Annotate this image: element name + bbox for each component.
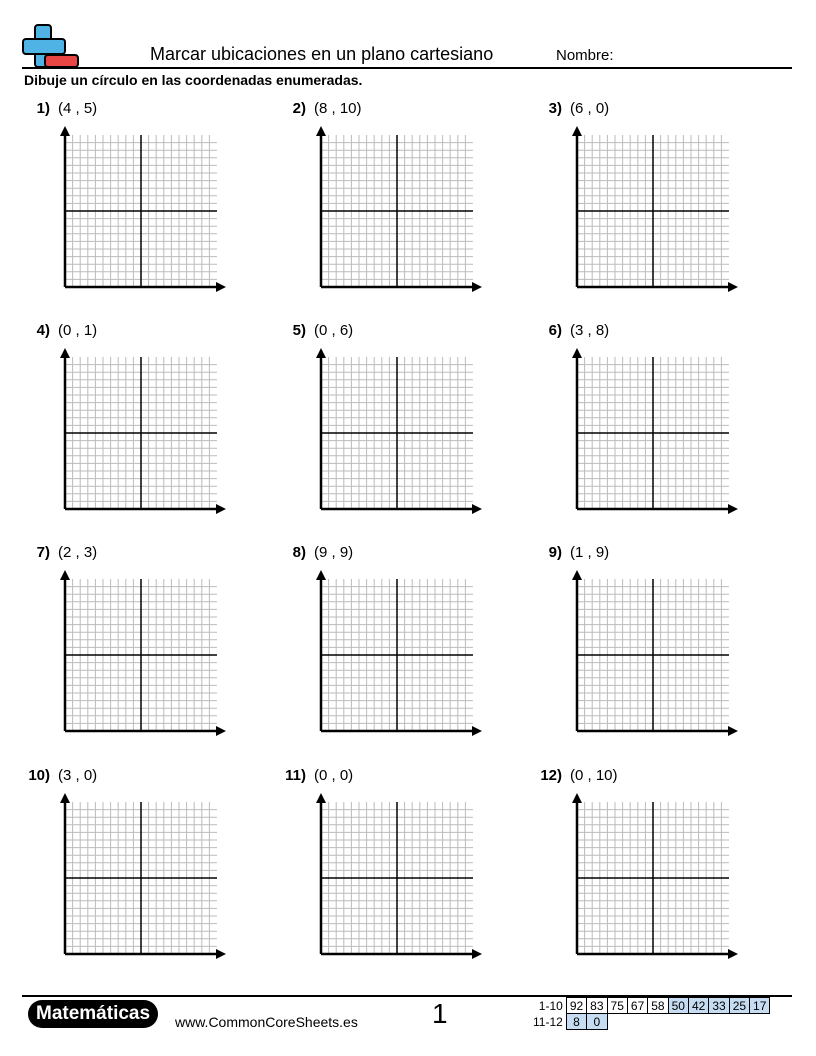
problem-number: 12) xyxy=(540,767,562,784)
instructions: Dibuje un círculo en las coordenadas enumeradas. xyxy=(24,72,363,88)
coordinate-pair: (0 , 10) xyxy=(570,767,618,784)
coordinate-grid[interactable] xyxy=(24,348,234,524)
coordinate-grid[interactable] xyxy=(536,126,746,302)
problem-number: 8) xyxy=(292,544,306,561)
problem-4 xyxy=(24,322,264,522)
answer-key-score: 50 xyxy=(668,998,688,1014)
answer-key-score: 83 xyxy=(587,998,607,1014)
problem-number: 11) xyxy=(285,767,306,784)
x-axis-arrow-icon xyxy=(728,504,738,514)
y-axis-arrow-icon xyxy=(572,126,582,136)
problem-label xyxy=(536,322,609,339)
x-axis-arrow-icon xyxy=(216,504,226,514)
coordinate-grid[interactable] xyxy=(24,570,234,746)
answer-key-score: 25 xyxy=(729,998,749,1014)
x-axis-arrow-icon xyxy=(472,504,482,514)
logo-icon xyxy=(22,24,80,68)
y-axis-arrow-icon xyxy=(572,348,582,358)
coordinate-pair: (4 , 5) xyxy=(58,100,98,117)
coordinate-pair: (2 , 3) xyxy=(58,544,98,561)
x-axis-arrow-icon xyxy=(472,726,482,736)
y-axis-arrow-icon xyxy=(60,126,70,136)
problem-6 xyxy=(536,322,776,522)
answer-key-range: 1-10 xyxy=(538,998,563,1013)
y-axis-arrow-icon xyxy=(316,126,326,136)
y-axis-arrow-icon xyxy=(316,570,326,580)
answer-key-score: 75 xyxy=(607,998,627,1014)
problem-7 xyxy=(24,544,264,744)
y-axis-arrow-icon xyxy=(572,793,582,803)
y-axis-arrow-icon xyxy=(60,793,70,803)
problem-number: 6) xyxy=(548,322,562,339)
answer-key-score: 67 xyxy=(627,998,647,1014)
y-axis-arrow-icon xyxy=(316,348,326,358)
problem-10 xyxy=(24,767,264,967)
x-axis-arrow-icon xyxy=(472,949,482,959)
header-divider xyxy=(22,67,792,69)
y-axis-arrow-icon xyxy=(572,570,582,580)
problem-label xyxy=(536,767,618,784)
coordinate-grid[interactable] xyxy=(536,570,746,746)
problem-9 xyxy=(536,544,776,744)
problem-11 xyxy=(280,767,520,967)
site-url: www.CommonCoreSheets.es xyxy=(175,1014,358,1030)
problem-label xyxy=(24,767,97,784)
answer-key-score: 33 xyxy=(709,998,729,1014)
problem-label xyxy=(280,767,353,784)
answer-key-row xyxy=(530,998,770,1014)
y-axis-arrow-icon xyxy=(60,348,70,358)
problem-number: 9) xyxy=(548,544,562,561)
coordinate-pair: (9 , 9) xyxy=(314,544,354,561)
coordinate-pair: (0 , 1) xyxy=(58,322,98,339)
problem-number: 10) xyxy=(28,767,50,784)
answer-key-score: 8 xyxy=(566,1014,586,1030)
problem-number: 5) xyxy=(292,322,306,339)
problem-label xyxy=(536,100,609,117)
coordinate-grid[interactable] xyxy=(24,793,234,969)
problem-8 xyxy=(280,544,520,744)
problem-label xyxy=(24,322,97,339)
answer-key-row xyxy=(530,1014,770,1030)
coordinate-pair: (6 , 0) xyxy=(570,100,610,117)
coordinate-pair: (0 , 6) xyxy=(314,322,354,339)
name-label: Nombre: xyxy=(556,47,614,64)
problem-5 xyxy=(280,322,520,522)
answer-key-range: 11-12 xyxy=(533,1014,563,1029)
answer-key-score: 42 xyxy=(688,998,708,1014)
x-axis-arrow-icon xyxy=(216,282,226,292)
problem-number: 3) xyxy=(548,100,562,117)
x-axis-arrow-icon xyxy=(728,726,738,736)
coordinate-pair: (3 , 8) xyxy=(570,322,610,339)
x-axis-arrow-icon xyxy=(216,726,226,736)
coordinate-grid[interactable] xyxy=(536,793,746,969)
coordinate-grid[interactable] xyxy=(536,348,746,524)
y-axis-arrow-icon xyxy=(60,570,70,580)
problem-label xyxy=(24,100,97,117)
answer-key-score: 58 xyxy=(648,998,668,1014)
problem-number: 7) xyxy=(36,544,50,561)
problem-number: 4) xyxy=(36,322,50,339)
coordinate-pair: (1 , 9) xyxy=(570,544,610,561)
answer-key-score: 17 xyxy=(750,998,770,1014)
coordinate-grid[interactable] xyxy=(24,126,234,302)
problem-label xyxy=(280,100,362,117)
x-axis-arrow-icon xyxy=(728,949,738,959)
problem-3 xyxy=(536,100,776,300)
answer-key-score: 92 xyxy=(566,998,586,1014)
coordinate-grid[interactable] xyxy=(280,126,490,302)
problem-1 xyxy=(24,100,264,300)
answer-key-score: 0 xyxy=(587,1014,607,1030)
page-title: Marcar ubicaciones en un plano cartesiano xyxy=(150,44,494,64)
problem-number: 2) xyxy=(292,100,306,117)
problem-label xyxy=(280,544,353,561)
x-axis-arrow-icon xyxy=(728,282,738,292)
answer-key-table xyxy=(530,997,770,1030)
problem-label xyxy=(536,544,609,561)
brand-badge: Matemáticas xyxy=(28,1000,158,1028)
coordinate-pair: (0 , 0) xyxy=(314,767,354,784)
x-axis-arrow-icon xyxy=(472,282,482,292)
coordinate-grid[interactable] xyxy=(280,348,490,524)
coordinate-pair: (3 , 0) xyxy=(58,767,98,784)
problem-label xyxy=(24,544,97,561)
problem-12 xyxy=(536,767,776,967)
coordinate-pair: (8 , 10) xyxy=(314,100,362,117)
coordinate-grid[interactable] xyxy=(280,570,490,746)
problem-2 xyxy=(280,100,520,300)
x-axis-arrow-icon xyxy=(216,949,226,959)
y-axis-arrow-icon xyxy=(316,793,326,803)
problem-number: 1) xyxy=(36,100,50,117)
page-number: 1 xyxy=(432,998,448,1029)
coordinate-grid[interactable] xyxy=(280,793,490,969)
problem-label xyxy=(280,322,353,339)
